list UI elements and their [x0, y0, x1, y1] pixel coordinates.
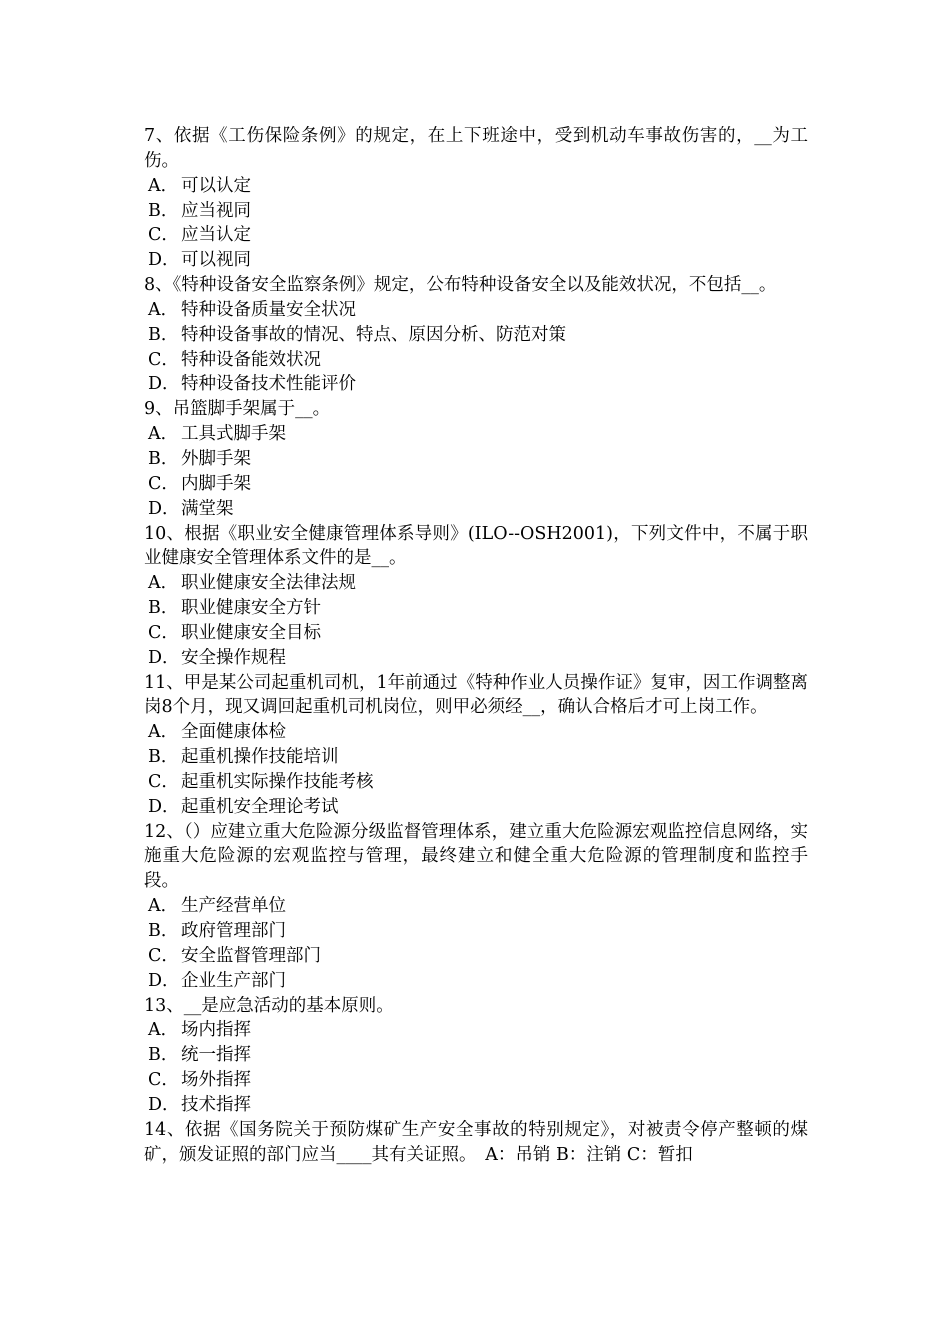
option-letter: B．	[148, 598, 179, 619]
question-8	[144, 273, 808, 397]
option-letter: B．	[148, 921, 179, 941]
option-c	[144, 1068, 808, 1093]
option-text: 满堂架	[181, 498, 234, 519]
option-text: 场外指挥	[181, 1070, 251, 1091]
option-text: 可以认定	[181, 175, 251, 196]
option-letter: A．	[148, 175, 179, 196]
option-d	[144, 372, 808, 397]
question-stem: 10、根据《职业安全健康管理体系导则》(ILO--OSH2001)，下列文件中，不属于职业健康安全管理体系文件的是__。	[144, 523, 808, 569]
option-text: 安全监督管理部门	[181, 945, 321, 966]
option-letter: A．	[148, 1020, 179, 1041]
option-letter: A．	[148, 424, 179, 445]
option-text: 生产经营单位	[181, 896, 286, 917]
option-letter: C．	[148, 349, 179, 370]
option-a	[144, 571, 808, 596]
option-text: 政府管理部门	[181, 921, 286, 941]
option-b	[144, 323, 808, 348]
question-stem: 9、吊篮脚手架属于__。	[144, 399, 331, 420]
option-letter: D．	[148, 647, 180, 668]
option-c	[144, 472, 808, 497]
option-letter: C．	[148, 945, 179, 966]
option-letter: D．	[148, 796, 180, 817]
option-text: 场内指挥	[181, 1020, 251, 1041]
option-letter: A．	[148, 896, 179, 917]
option-text: 全面健康体检	[181, 722, 286, 743]
option-d	[144, 795, 808, 820]
option-b	[144, 447, 808, 472]
option-text: 内脚手架	[181, 473, 251, 494]
option-text: 应当视同	[181, 200, 251, 221]
option-text: 特种设备事故的情况、特点、原因分析、防范对策	[181, 324, 566, 345]
option-text: 外脚手架	[181, 448, 251, 469]
option-letter: B．	[148, 747, 179, 768]
question-9	[144, 397, 808, 521]
question-13	[144, 994, 808, 1118]
option-letter: B．	[148, 324, 179, 345]
question-stem: 8、《特种设备安全监察条例》规定，公布特种设备安全以及能效状况，不包括__。	[144, 275, 777, 296]
question-stem: 11、甲是某公司起重机司机，1年前通过《特种作业人员操作证》复审，因工作调整离岗8个月，现又调回起重机司机岗位，则甲必须经__，确认合格后才可上岗工作。	[144, 672, 808, 718]
option-text: 职业健康安全法律法规	[181, 573, 356, 594]
option-letter: D．	[148, 1094, 180, 1115]
question-stem: 14、依据《国务院关于预防煤矿生产安全事故的特别规定》，对被责令停产整顿的煤矿，颁发证照的部门应当____其有关证照。 A：吊销 B：注销 C：暂扣	[144, 1119, 808, 1165]
option-letter: D．	[148, 250, 180, 271]
option-a	[144, 1018, 808, 1043]
option-letter: C．	[148, 771, 179, 792]
option-text: 技术指挥	[181, 1094, 251, 1115]
option-b	[144, 199, 808, 224]
question-10	[144, 522, 808, 671]
option-a	[144, 298, 808, 323]
option-b	[144, 745, 808, 770]
option-a	[144, 174, 808, 199]
option-a	[144, 422, 808, 447]
option-text: 工具式脚手架	[181, 424, 286, 445]
option-letter: C．	[148, 622, 179, 643]
option-text: 起重机安全理论考试	[181, 796, 339, 817]
option-text: 起重机实际操作技能考核	[181, 771, 374, 792]
option-c	[144, 348, 808, 373]
option-text: 企业生产部门	[181, 970, 286, 991]
option-b	[144, 1043, 808, 1068]
option-text: 安全操作规程	[181, 647, 286, 668]
question-stem: 12、（）应建立重大危险源分级监督管理体系，建立重大危险源宏观监控信息网络，实施重大危险源的宏观监控与管理，最终建立和健全重大危险源的管理制度和监控手段。	[144, 821, 808, 892]
option-text: 特种设备质量安全状况	[181, 299, 356, 320]
option-c	[144, 621, 808, 646]
option-letter: B．	[148, 1045, 179, 1066]
option-text: 职业健康安全目标	[181, 622, 321, 643]
option-d	[144, 646, 808, 671]
option-c	[144, 223, 808, 248]
option-letter: D．	[148, 374, 180, 395]
option-letter: A．	[148, 299, 179, 320]
option-a	[144, 720, 808, 745]
question-12	[144, 820, 808, 994]
option-text: 应当认定	[181, 225, 251, 246]
option-b	[144, 919, 808, 944]
question-11	[144, 671, 808, 820]
option-d	[144, 969, 808, 994]
option-text: 可以视同	[181, 250, 251, 271]
option-letter: D．	[148, 498, 180, 519]
option-text: 特种设备能效状况	[181, 349, 321, 370]
option-text: 特种设备技术性能评价	[181, 374, 356, 395]
option-letter: B．	[148, 448, 179, 469]
question-14	[144, 1118, 808, 1168]
option-c	[144, 944, 808, 969]
option-a	[144, 894, 808, 919]
option-text: 职业健康安全方针	[181, 598, 321, 619]
question-7	[144, 124, 808, 273]
option-letter: C．	[148, 1070, 179, 1091]
option-b	[144, 596, 808, 621]
option-d	[144, 497, 808, 522]
option-c	[144, 770, 808, 795]
option-text: 起重机操作技能培训	[181, 747, 339, 768]
document-body	[144, 124, 808, 1167]
option-letter: C．	[148, 225, 179, 246]
option-letter: A．	[148, 722, 179, 743]
option-letter: A．	[148, 573, 179, 594]
question-stem: 13、__是应急活动的基本原则。	[144, 995, 394, 1016]
option-text: 统一指挥	[181, 1045, 251, 1066]
option-d	[144, 1093, 808, 1118]
option-letter: C．	[148, 473, 179, 494]
option-d	[144, 248, 808, 273]
option-letter: D．	[148, 970, 180, 991]
option-letter: B．	[148, 200, 179, 221]
question-stem: 7、依据《工伤保险条例》的规定，在上下班途中，受到机动车事故伤害的，__为工伤。	[144, 126, 808, 171]
